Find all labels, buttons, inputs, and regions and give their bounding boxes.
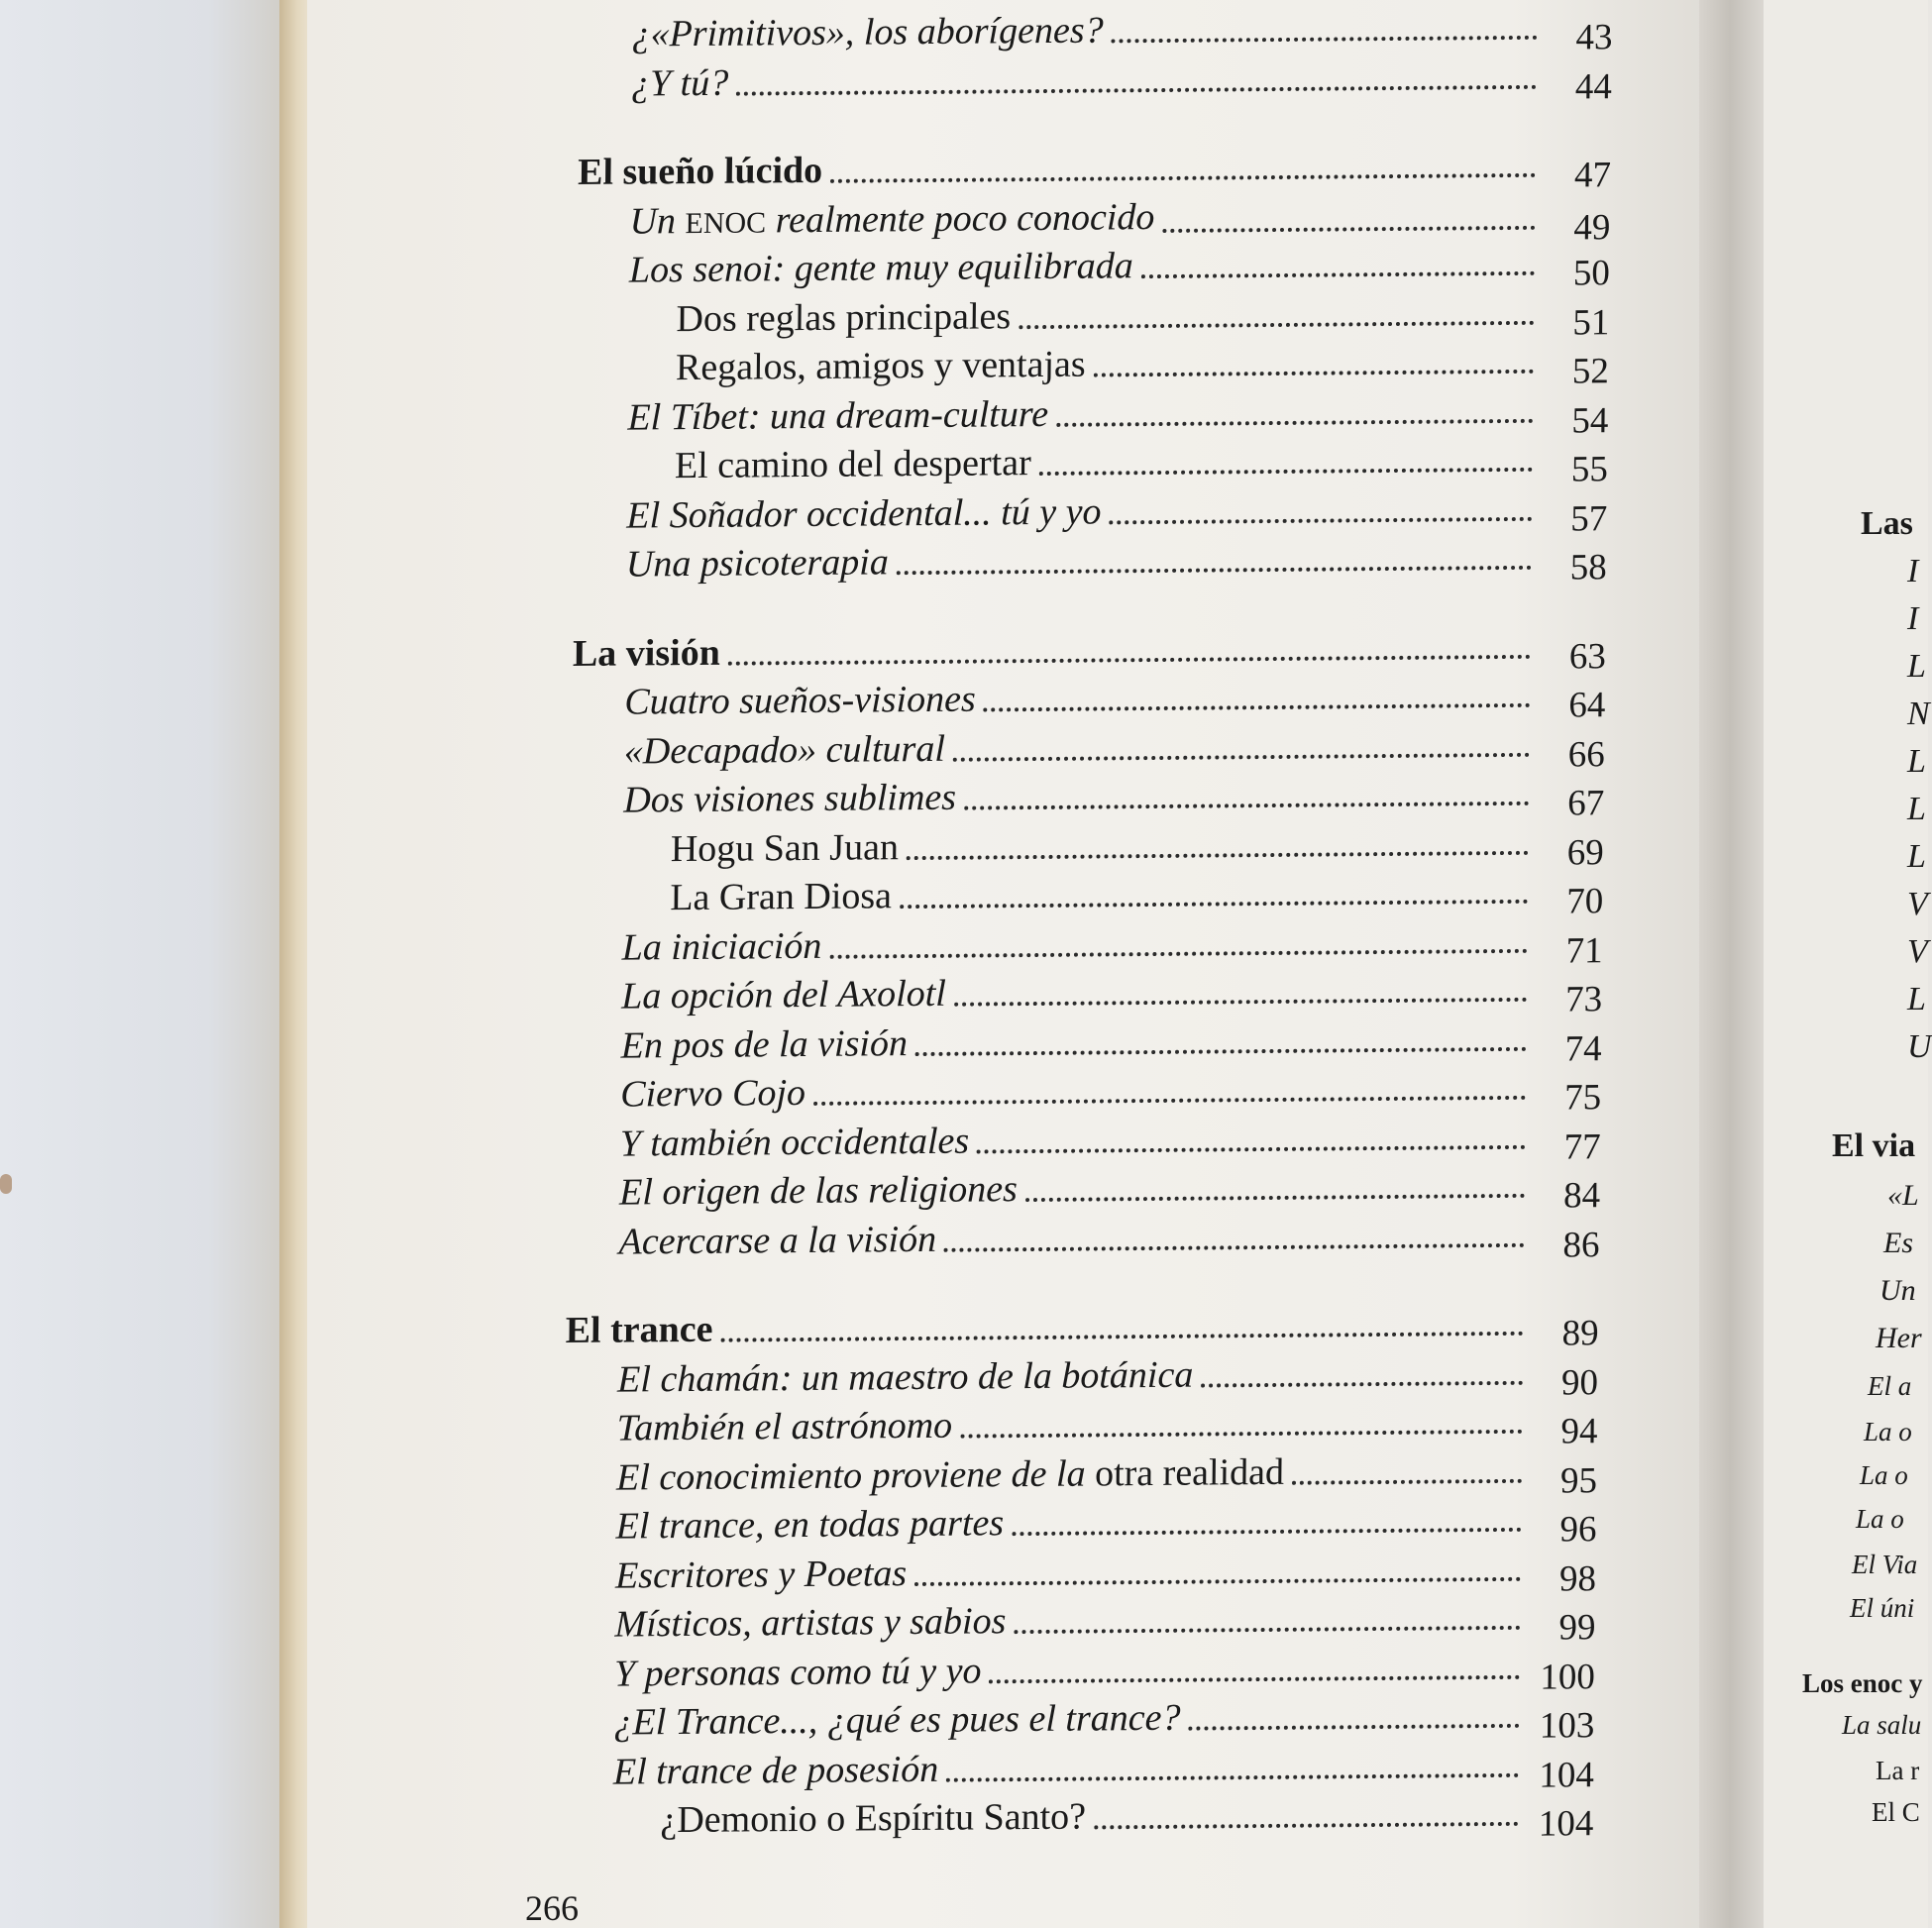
toc-section bbox=[578, 142, 1611, 194]
dot-leader bbox=[1141, 271, 1535, 278]
dot-leader bbox=[736, 84, 1537, 95]
dot-leader bbox=[830, 173, 1536, 183]
facing-page-fragment: U bbox=[1907, 1028, 1932, 1065]
toc-entry-page: 63 bbox=[1568, 635, 1607, 677]
facing-page-fragment: La r bbox=[1876, 1756, 1920, 1785]
toc-entry bbox=[616, 1447, 1597, 1499]
toc-entry bbox=[621, 966, 1602, 1018]
toc-entry-title: El Soñador occidental... tú y yo bbox=[626, 490, 1102, 537]
dot-leader bbox=[1111, 36, 1537, 44]
facing-page-fragment: Un bbox=[1879, 1274, 1916, 1307]
toc-entry bbox=[628, 240, 1611, 294]
toc-entry bbox=[624, 721, 1605, 773]
facing-page-fragment: L bbox=[1907, 791, 1926, 827]
toc-entry-title: El trance bbox=[565, 1308, 713, 1352]
toc-entry-title: También el astrónomo bbox=[616, 1404, 953, 1449]
toc-entry-title: La Gran Diosa bbox=[670, 875, 893, 919]
toc-entry bbox=[615, 1496, 1597, 1551]
toc-entry bbox=[617, 1349, 1598, 1401]
toc-entry-page: 69 bbox=[1566, 831, 1604, 873]
dot-leader bbox=[960, 1430, 1523, 1439]
toc-entry-page: 73 bbox=[1564, 979, 1603, 1020]
toc-entry-page: 98 bbox=[1558, 1557, 1597, 1599]
facing-page-fragment: La o bbox=[1864, 1417, 1912, 1446]
facing-page-fragment: L bbox=[1907, 981, 1926, 1018]
toc-entry-page: 95 bbox=[1559, 1459, 1598, 1501]
toc-entry-page: 51 bbox=[1572, 301, 1610, 343]
facing-page-fragment: N bbox=[1907, 696, 1930, 732]
dot-leader bbox=[1019, 320, 1534, 328]
toc-entry bbox=[613, 1644, 1596, 1698]
facing-page-fragment: L bbox=[1907, 648, 1926, 685]
dot-leader bbox=[1292, 1478, 1522, 1484]
facing-page-fragment: El C bbox=[1872, 1797, 1920, 1827]
toc-entry-title bbox=[629, 195, 1154, 247]
toc-entry-title: El origen de las religiones bbox=[618, 1168, 1019, 1214]
facing-page-fragment: V bbox=[1907, 933, 1928, 970]
toc-section bbox=[565, 1300, 1598, 1352]
toc-entry-page: 104 bbox=[1539, 1754, 1595, 1796]
toc-entry-title: «Decapado» cultural bbox=[623, 727, 946, 773]
toc-entry-page: 66 bbox=[1567, 733, 1606, 775]
dot-leader bbox=[1162, 225, 1535, 232]
toc-entry-page: 103 bbox=[1539, 1705, 1595, 1747]
dot-leader bbox=[1056, 418, 1533, 426]
toc-entry-page: 54 bbox=[1571, 399, 1609, 441]
toc-entry-page: 89 bbox=[1561, 1313, 1599, 1354]
toc-entry-title: Regalos, amigos y ventajas bbox=[675, 343, 1086, 389]
dot-leader bbox=[914, 1576, 1521, 1585]
toc-entry-page: 70 bbox=[1565, 881, 1604, 922]
toc-entry bbox=[660, 1790, 1594, 1845]
toc-entry bbox=[612, 1742, 1595, 1796]
facing-page-fragment: «L bbox=[1887, 1179, 1919, 1212]
toc-entry-page: 96 bbox=[1559, 1509, 1597, 1551]
toc-entry bbox=[670, 868, 1604, 922]
dot-leader bbox=[944, 1242, 1525, 1251]
toc-entry-title: El trance de posesión bbox=[612, 1748, 939, 1793]
toc-entry-title: El trance, en todas partes bbox=[615, 1502, 1005, 1548]
dot-leader bbox=[953, 752, 1530, 761]
toc-entry bbox=[618, 1212, 1599, 1263]
toc-entry-title: Dos visiones sublimes bbox=[623, 776, 957, 821]
toc-entry-title: El camino del despertar bbox=[674, 442, 1031, 487]
toc-entry bbox=[675, 338, 1610, 392]
dot-leader bbox=[1201, 1380, 1523, 1387]
toc-entry bbox=[615, 1546, 1596, 1597]
toc-entry bbox=[626, 485, 1607, 537]
toc-entry-title: Místicos, artistas y sabios bbox=[614, 1600, 1007, 1646]
dot-leader bbox=[720, 1332, 1523, 1342]
toc-entry bbox=[616, 1398, 1598, 1452]
dot-leader bbox=[989, 1674, 1520, 1683]
toc-entry-page: 47 bbox=[1573, 155, 1612, 196]
dot-leader bbox=[1025, 1194, 1525, 1202]
toc-entry bbox=[631, 4, 1613, 58]
toc-entry-title: Y también occidentales bbox=[619, 1120, 970, 1165]
dot-leader bbox=[1094, 1822, 1518, 1830]
toc-entry-title: Acercarse a la visión bbox=[618, 1218, 937, 1263]
toc-entry bbox=[619, 1114, 1600, 1165]
dot-leader bbox=[915, 1046, 1527, 1055]
toc-entry-page: 49 bbox=[1573, 206, 1611, 248]
toc-entry-title: La opción del Axolotl bbox=[621, 972, 947, 1018]
toc-entry-page: 43 bbox=[1575, 17, 1613, 58]
toc-entry-page: 86 bbox=[1562, 1224, 1600, 1265]
toc-entry-page: 44 bbox=[1574, 65, 1613, 107]
facing-page-fragment: I bbox=[1907, 553, 1919, 589]
toc-entry-page: 104 bbox=[1538, 1803, 1594, 1845]
toc-entry-page: 58 bbox=[1569, 547, 1608, 589]
toc-entry-page: 55 bbox=[1570, 449, 1609, 490]
toc-entry-title: Y personas como tú y yo bbox=[613, 1649, 982, 1695]
toc-entry bbox=[629, 191, 1610, 246]
facing-page-fragment: V bbox=[1907, 886, 1928, 922]
dot-leader bbox=[1014, 1626, 1520, 1634]
dot-leader bbox=[900, 900, 1528, 909]
dot-leader bbox=[964, 802, 1529, 810]
toc-entry bbox=[627, 387, 1608, 439]
toc-entry bbox=[624, 672, 1606, 726]
page-number: 266 bbox=[525, 1888, 579, 1928]
toc-entry bbox=[625, 534, 1608, 589]
facing-page-fragment: La o bbox=[1860, 1460, 1908, 1490]
dot-leader bbox=[1188, 1724, 1519, 1731]
toc-entry-title: Una psicoterapia bbox=[625, 541, 890, 586]
toc-entry-page: 84 bbox=[1562, 1175, 1601, 1217]
toc-entry-title: La iniciación bbox=[621, 924, 822, 969]
toc-entry-title: Dos reglas principales bbox=[676, 294, 1012, 340]
toc-entry-part: Un bbox=[629, 199, 686, 243]
facing-page-fragment: El úni bbox=[1850, 1593, 1915, 1623]
dot-leader bbox=[897, 566, 1532, 575]
toc-entry-title: El sueño lúcido bbox=[577, 149, 823, 194]
facing-page-fragment: L bbox=[1907, 743, 1926, 780]
toc-entry bbox=[618, 1162, 1601, 1217]
dot-leader bbox=[813, 1096, 1526, 1106]
dot-leader bbox=[829, 948, 1527, 958]
dot-leader bbox=[984, 703, 1531, 712]
toc-entry-smallcaps: ENOC bbox=[685, 205, 767, 240]
toc-entry-title: Hogu San Juan bbox=[670, 825, 900, 870]
toc-entry-title: ¿Demonio o Espíritu Santo? bbox=[660, 1795, 1087, 1842]
toc-entry bbox=[623, 770, 1605, 824]
toc-entry-page: 100 bbox=[1540, 1656, 1596, 1698]
dot-leader bbox=[907, 850, 1529, 859]
toc-entry-page: 71 bbox=[1565, 929, 1603, 971]
toc-entry bbox=[613, 1692, 1595, 1747]
toc-entry bbox=[674, 436, 1609, 490]
toc-entry-page: 77 bbox=[1563, 1125, 1601, 1167]
toc-entry-title: ¿«Primitivos», los aborígenes? bbox=[631, 9, 1104, 55]
toc-entry-page: 64 bbox=[1568, 685, 1606, 726]
toc-entry-page: 57 bbox=[1570, 497, 1608, 539]
toc-entry-part: El conocimiento proviene de la bbox=[615, 1452, 1086, 1499]
toc-entry-title: Los senoi: gente muy equilibrada bbox=[628, 245, 1133, 291]
toc-entry-title: Cuatro sueños-visiones bbox=[624, 678, 976, 723]
toc-entry bbox=[622, 917, 1603, 969]
dot-leader bbox=[954, 998, 1527, 1007]
facing-page-fragment: Her bbox=[1876, 1322, 1922, 1354]
facing-page-fragment: La salu bbox=[1842, 1710, 1922, 1740]
dot-leader bbox=[977, 1144, 1526, 1153]
facing-page-fragment: I bbox=[1907, 600, 1919, 637]
toc-entry bbox=[620, 1064, 1602, 1119]
dot-leader bbox=[1094, 370, 1534, 377]
facing-page-fragment: El a bbox=[1868, 1371, 1912, 1401]
toc-section bbox=[573, 623, 1606, 676]
facing-page-fragment: La o bbox=[1856, 1504, 1904, 1534]
facing-page-fragment: El Via bbox=[1852, 1550, 1918, 1579]
toc-entry-page: 74 bbox=[1564, 1027, 1602, 1069]
toc-entry-title bbox=[616, 1449, 1284, 1499]
toc-entry-title: La visión bbox=[572, 631, 721, 675]
toc-entry-page: 99 bbox=[1558, 1607, 1596, 1649]
toc-entry-page: 50 bbox=[1572, 253, 1611, 294]
toc-entry bbox=[676, 289, 1609, 341]
facing-page-fragment: Es bbox=[1883, 1227, 1913, 1259]
toc-entry-title: Escritores y Poetas bbox=[614, 1552, 908, 1597]
toc-entry-page: 94 bbox=[1560, 1411, 1598, 1452]
toc-entry-title: Ciervo Cojo bbox=[620, 1071, 806, 1116]
toc-entry-page: 67 bbox=[1567, 783, 1605, 824]
toc-entry bbox=[614, 1594, 1596, 1649]
facing-page-fragment: L bbox=[1907, 838, 1926, 875]
toc-entry-page: 75 bbox=[1563, 1077, 1602, 1119]
toc-entry-part: realmente poco conocido bbox=[765, 195, 1155, 241]
dot-leader bbox=[1039, 468, 1533, 476]
dot-leader bbox=[946, 1772, 1519, 1781]
dot-leader bbox=[728, 654, 1531, 665]
toc-entry bbox=[671, 819, 1604, 871]
toc-entry-roman-part: otra realidad bbox=[1085, 1450, 1285, 1495]
toc-entry-title: ¿El Trance..., ¿qué es pues el trance? bbox=[613, 1696, 1181, 1744]
toc-entry-title: El chamán: un maestro de la botánica bbox=[616, 1353, 1194, 1401]
toc-entry-title: El Tíbet: una dream-culture bbox=[627, 392, 1049, 439]
toc-entry-page: 52 bbox=[1571, 351, 1610, 392]
facing-page-fragment: Los enoc y bbox=[1802, 1668, 1923, 1698]
toc-entry-title: ¿Y tú? bbox=[630, 61, 729, 105]
facing-page-fragment: El via bbox=[1832, 1127, 1916, 1164]
toc-entry bbox=[631, 54, 1612, 105]
toc-entry-title: En pos de la visión bbox=[620, 1021, 909, 1067]
toc-entry-page: 90 bbox=[1560, 1361, 1599, 1403]
dot-leader bbox=[1012, 1528, 1521, 1536]
dot-leader bbox=[1109, 516, 1532, 524]
facing-page-fragment: Las bbox=[1861, 505, 1913, 542]
toc-entry bbox=[621, 1016, 1602, 1067]
